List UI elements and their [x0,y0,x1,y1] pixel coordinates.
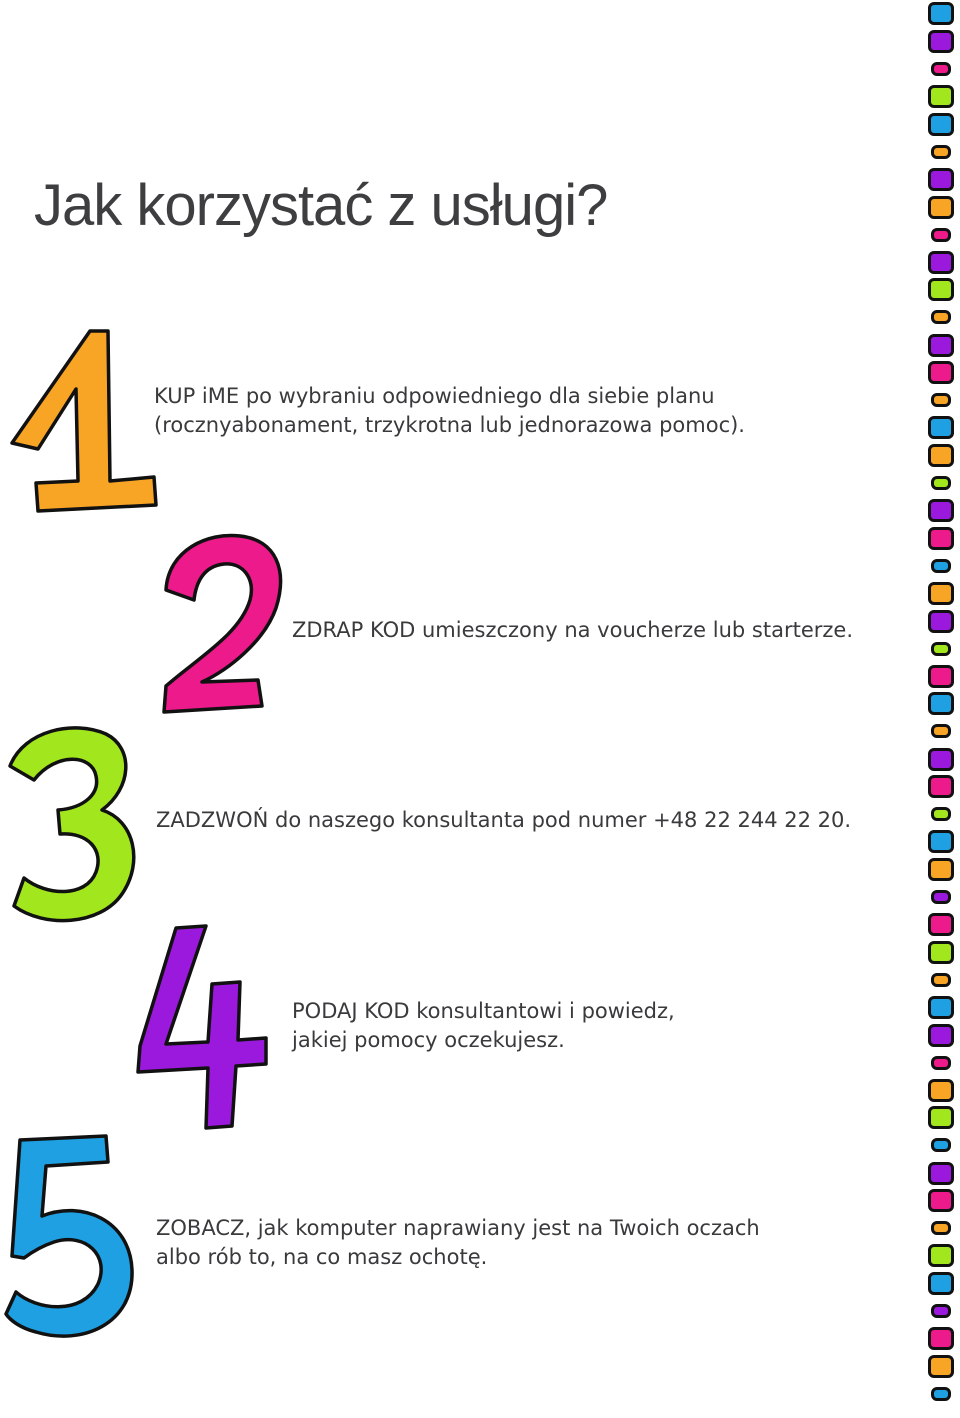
border-tile [928,913,954,936]
border-tile [931,393,951,407]
border-tile [931,1221,951,1235]
border-tile [931,642,951,656]
digit-5-shape [6,1136,132,1336]
border-tile [928,168,954,191]
border-tile [931,476,951,490]
border-tile [928,1189,954,1212]
border-tile [931,1056,951,1070]
border-tile [928,1106,954,1129]
border-tile [928,996,954,1019]
border-tile [931,724,951,738]
border-tile [931,310,951,324]
border-tile [928,582,954,605]
border-tile [928,748,954,771]
border-tile [928,665,954,688]
step-3-text: ZADZWOŃ do naszego konsultanta pod numer +48 22 244 22 20. [156,808,852,832]
border-tile [928,334,954,357]
step-4-text: PODAJ KOD konsultantowi i powiedz, jakiej pomocy oczekujesz. [292,999,675,1052]
digit-3-shape [10,728,134,921]
border-tile [928,1355,954,1378]
border-tile [928,113,954,136]
number-two-icon [158,530,288,715]
border-tile [928,1162,954,1185]
step-1-text: KUP iME po wybraniu odpowiedniego dla siebie planu (rocznyabonament, trzykrotna lub jednorazowa pomoc). [154,384,745,437]
border-tile [928,196,954,219]
border-tile [931,559,951,573]
decorative-border [922,0,960,1418]
border-tile [928,2,954,25]
border-tile [928,858,954,881]
border-tile [931,1138,951,1152]
number-three-icon [4,722,139,927]
border-tile [928,30,954,53]
border-tile [928,499,954,522]
border-tile [928,941,954,964]
step-5-text: ZOBACZ, jak komputer naprawiany jest na Twoich oczach albo rób to, na co masz ochotę. [156,1216,760,1269]
border-tile [931,145,951,159]
border-tile [928,444,954,467]
digit-1-shape [12,331,156,511]
border-tile [931,890,951,904]
border-tile [931,1304,951,1318]
border-tile [928,830,954,853]
border-tile [928,692,954,715]
page-title: Jak korzystać z usługi? [34,173,608,238]
border-tile [931,1387,951,1401]
border-tile [928,1079,954,1102]
step-2-text: ZDRAP KOD umieszczony na voucherze lub starterze. [292,618,854,642]
border-tile [928,1024,954,1047]
border-tile [931,62,951,76]
border-tile [928,416,954,439]
border-tile [928,361,954,384]
border-tile [928,527,954,550]
border-tile [928,1327,954,1350]
border-tile [928,278,954,301]
border-tile [928,1244,954,1267]
number-four-icon [136,922,271,1132]
border-tile [931,228,951,242]
border-tile [928,1272,954,1295]
number-five-icon [2,1132,137,1347]
digit-2-shape [164,535,281,712]
border-tile [928,775,954,798]
border-tile [931,973,951,987]
digit-4-shape [138,926,266,1128]
border-tile [928,85,954,108]
border-tile [928,610,954,633]
number-one-icon [8,325,158,515]
border-tile [928,251,954,274]
border-tile [931,807,951,821]
